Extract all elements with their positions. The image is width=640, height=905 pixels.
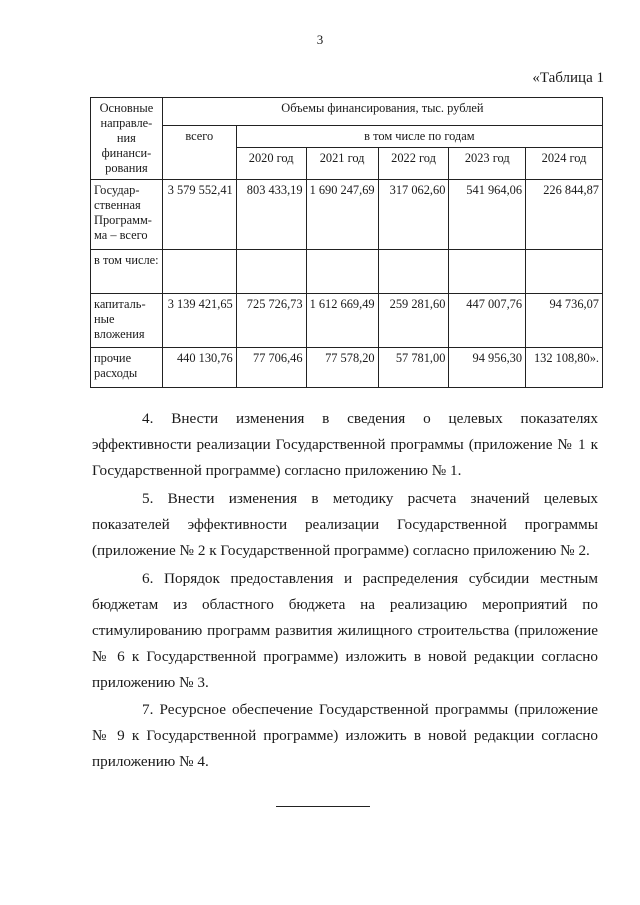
row-label: Государ-ственная Программ-ма – всего — [91, 180, 163, 250]
table-caption: «Таблица 1 — [532, 70, 604, 86]
cell-empty — [306, 250, 378, 294]
cell-total: 440 130,76 — [162, 348, 236, 388]
paragraph-7-text: 7. Ресурсное обеспечение Государственной программы (приложение № 9 к Государственной программе) изложить в новой редакции согласно приложению № 4. — [92, 701, 598, 770]
table-row — [91, 348, 603, 388]
row-label: прочие расходы — [91, 348, 163, 388]
header-year-2023: 2023 год — [449, 148, 526, 180]
cell-total: 3 579 552,41 — [162, 180, 236, 250]
page-number: 3 — [316, 32, 324, 47]
table-header-row — [91, 126, 603, 148]
cell-2021: 77 578,20 — [306, 348, 378, 388]
table-row — [91, 250, 603, 294]
paragraph-5-text: 5. Внести изменения в методику расчета значений целевых показателей эффективности реализации Государственной программы (приложение № 2 к Государственной программе) согласно приложению № 2. — [92, 490, 598, 559]
end-separator-line — [276, 806, 370, 807]
cell-empty — [378, 250, 449, 294]
cell-2023: 447 007,76 — [449, 294, 526, 348]
cell-2023: 94 956,30 — [449, 348, 526, 388]
cell-2024: 132 108,80». — [526, 348, 603, 388]
cell-2020: 803 433,19 — [236, 180, 306, 250]
paragraph-5 — [92, 486, 598, 564]
header-total: всего — [162, 126, 236, 180]
cell-2022: 57 781,00 — [378, 348, 449, 388]
header-year-2024: 2024 год — [526, 148, 603, 180]
table-row — [91, 294, 603, 348]
header-year-2021: 2021 год — [306, 148, 378, 180]
paragraph-7 — [92, 697, 598, 775]
paragraph-6 — [92, 566, 598, 696]
header-volumes: Объемы финансирования, тыс. рублей — [162, 98, 602, 126]
cell-empty — [162, 250, 236, 294]
header-year-2020: 2020 год — [236, 148, 306, 180]
cell-2021: 1 690 247,69 — [306, 180, 378, 250]
row-label: капиталь-ные вложения — [91, 294, 163, 348]
cell-2023: 541 964,06 — [449, 180, 526, 250]
cell-2020: 725 726,73 — [236, 294, 306, 348]
cell-2024: 226 844,87 — [526, 180, 603, 250]
cell-2020: 77 706,46 — [236, 348, 306, 388]
cell-total: 3 139 421,65 — [162, 294, 236, 348]
cell-2021: 1 612 669,49 — [306, 294, 378, 348]
cell-2022: 317 062,60 — [378, 180, 449, 250]
paragraph-4-text: 4. Внести изменения в сведения о целевых показателях эффективности реализации Государственной программы (приложение № 1 к Государственной программе) согласно приложению № 1. — [92, 410, 598, 479]
cell-empty — [449, 250, 526, 294]
table-row — [91, 180, 603, 250]
cell-empty — [236, 250, 306, 294]
cell-2024: 94 736,07 — [526, 294, 603, 348]
table-header-row — [91, 98, 603, 126]
row-label: в том числе: — [91, 250, 163, 294]
header-directions: Основные направле-ния финанси-рования — [91, 98, 163, 180]
cell-2022: 259 281,60 — [378, 294, 449, 348]
cell-empty — [526, 250, 603, 294]
financing-table — [90, 97, 603, 388]
paragraph-6-text: 6. Порядок предоставления и распределения субсидии местным бюджетам из областного бюджета на реализацию мероприятий по стимулированию программ развития жилищного строительства (приложение № 6 к Государственной программе) изложить в новой редакции согласно приложению № 3. — [92, 570, 598, 691]
header-year-2022: 2022 год — [378, 148, 449, 180]
paragraph-4 — [92, 406, 598, 484]
header-by-years: в том числе по годам — [236, 126, 602, 148]
